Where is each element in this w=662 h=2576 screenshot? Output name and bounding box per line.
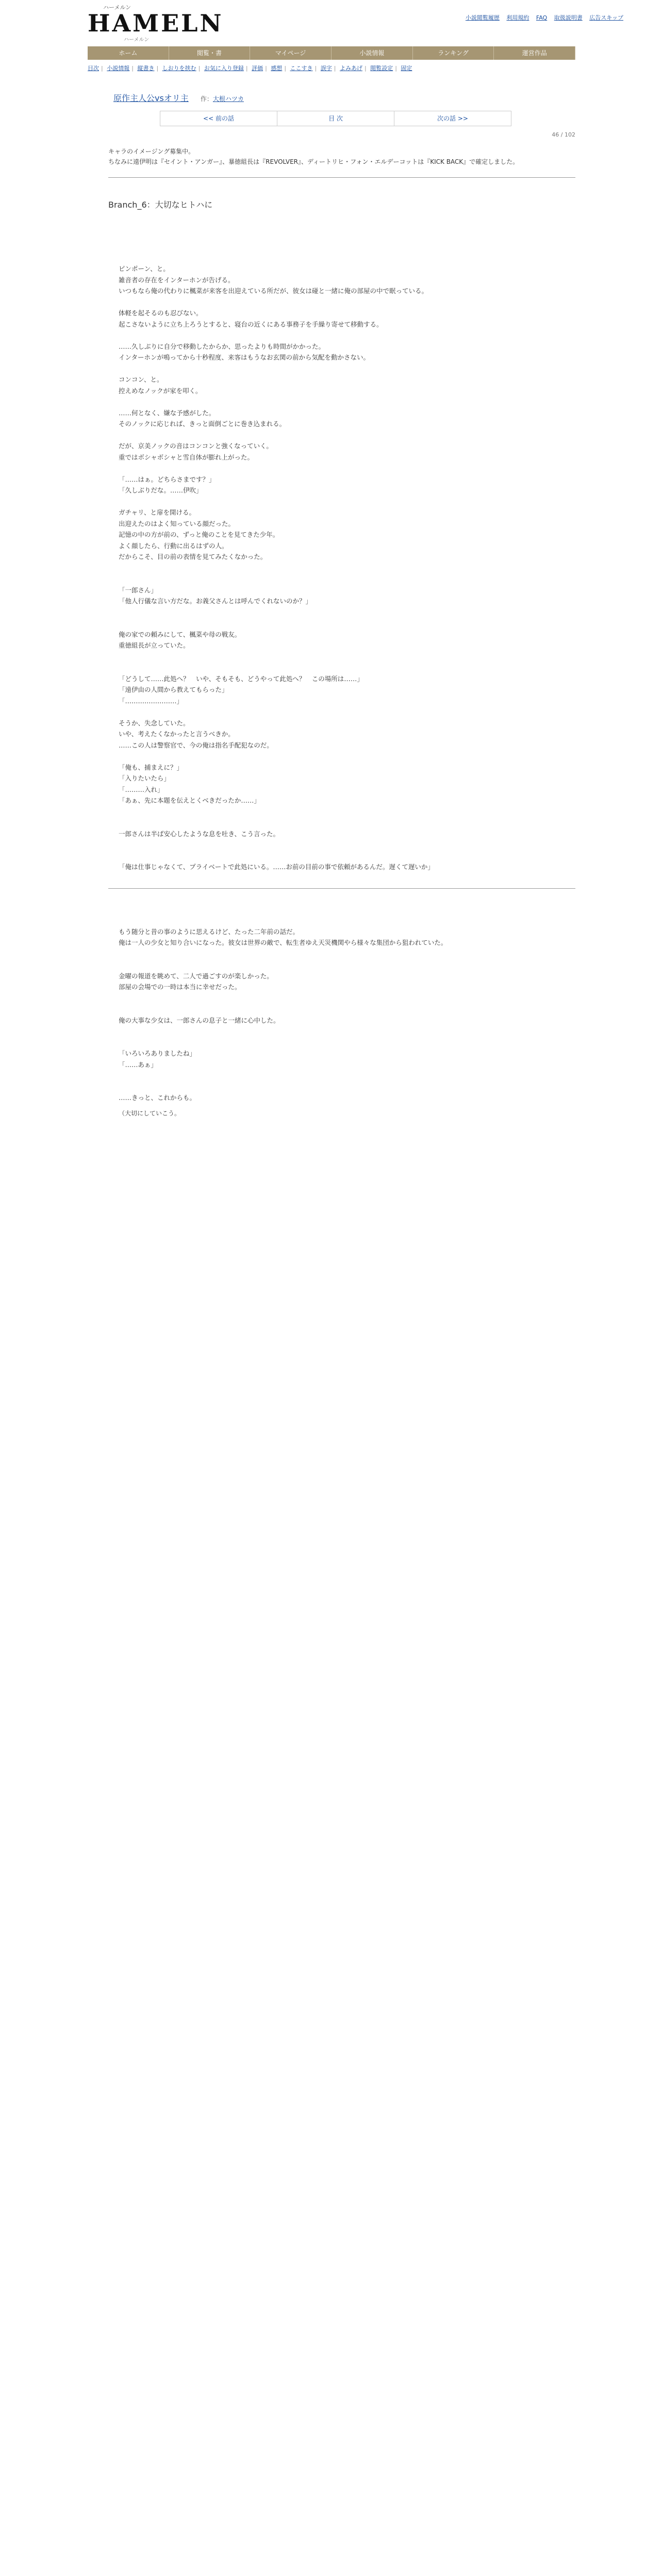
top-links xyxy=(460,13,623,22)
site-logo[interactable] xyxy=(88,3,224,44)
novel-title[interactable]: 原作主人公vsオリ主 xyxy=(113,93,189,103)
toplink-history[interactable]: 小説閲覧履歴 xyxy=(465,14,500,21)
author-label: 作： xyxy=(200,95,213,103)
subnav-comment[interactable]: 感想 xyxy=(271,65,283,72)
scene-divider xyxy=(108,888,575,889)
subnav-toc[interactable]: 目次 xyxy=(88,65,99,72)
nav-browse[interactable]: 閲覧・書 xyxy=(169,46,251,60)
page xyxy=(0,0,662,1117)
subnav-rate[interactable]: 評価 xyxy=(252,65,263,72)
nav-ranking[interactable]: ランキング xyxy=(413,46,494,60)
subnav-favorite[interactable]: お気に入り登録 xyxy=(204,65,244,72)
toplink-faq[interactable]: FAQ xyxy=(536,14,548,21)
nav-novel-info[interactable]: 小説情報 xyxy=(332,46,413,60)
chapter-body-part2: もう随分と昔の事のように思えるけど、たった二年前の話だ。 俺は一人の少女と知り合いになった。彼女は世界の敵で、転生者ゆえ天災機関やら様々な集団から狙われていた。 金曜の報道を眺めて、二人で過ごすのが楽しかった。 部屋の会場での一時は本当に幸せだった。 俺の大事な少女は、一郎さんの息子と一緒に心中した。 「いろいろありましたね」 「……あぁ」 ……きっと、これからも。 xyxy=(119,927,448,1101)
nav-official[interactable]: 運営作品 xyxy=(494,46,575,60)
next-chapter-link[interactable]: 次の話 >> xyxy=(437,115,468,122)
logo-top-text: ハーメルン xyxy=(103,4,131,11)
subnav-read-aloud[interactable]: よみあげ xyxy=(339,65,362,72)
toc-link[interactable]: 目 次 xyxy=(277,111,394,126)
header xyxy=(0,0,662,57)
novel-header xyxy=(113,92,575,104)
chapter-subtitle: Branch_6：大切なヒトハに xyxy=(108,200,213,210)
toplink-terms[interactable]: 利用規約 xyxy=(506,14,529,21)
pager xyxy=(160,111,511,126)
subnav-info[interactable]: 小説情報 xyxy=(107,65,130,72)
subnav-bookmark[interactable]: しおりを挟む xyxy=(162,65,196,72)
toplink-skip-ads[interactable]: 広告スキップ xyxy=(589,14,623,21)
subnav-settings[interactable]: 閲覧設定 xyxy=(370,65,393,72)
subnav-like[interactable]: ここすき xyxy=(290,65,313,72)
divider xyxy=(108,177,575,178)
subnav-typo[interactable]: 誤字 xyxy=(320,65,332,72)
main-nav xyxy=(88,46,575,60)
toplink-manual[interactable]: 取扱説明書 xyxy=(554,14,583,21)
subnav-fix[interactable]: 固定 xyxy=(401,65,412,72)
foreword: キャラのイメージング募集中。 ちなみに遠伊明は『セイント・アンガー』、暴徳組長は『REVOLVER』、ディートリヒ・フォン・エルデーコットは『KICK BACK』で確定しました。 xyxy=(108,148,519,165)
closing-line: （大切にしていこう。 xyxy=(119,1109,181,1117)
logo-main-text: HAMELN xyxy=(88,9,224,37)
subnav-vertical[interactable]: 縦書き xyxy=(137,65,155,72)
author-link[interactable]: 大根ハツカ xyxy=(212,95,244,103)
nav-home[interactable]: ホーム xyxy=(88,46,169,60)
sub-nav: 目次 | 小説情報 | 縦書き | しおりを挟む | お気に入り登録 | 評価 | 感想 | ここすき | 誤字 | よみあげ | 閲覧設定 | 固定 xyxy=(88,65,412,72)
main-content xyxy=(88,77,575,1117)
author-line xyxy=(201,95,244,103)
page-number: 46 / 102 xyxy=(552,131,575,138)
prev-chapter-link[interactable]: << 前の話 xyxy=(160,111,277,126)
chapter-body: ピンポーン、と。 雑音者の存在をインターホンが告げる。 いつもなら俺の代わりに楓菜が来客を出迎えている所だが、彼女は碰と一緒に俺の部屋の中で眠っている。 体軽を起そるのも忍びない。 起こさないように立ち上ろうとすると、寝台の近くにある事務子を手繰り寄せて移動する。 ……久しぶりに自分で移動したからか、思ったよりも時間がかかった。 インターホンが鳴ってから十秒程度、来客はもうなお玄関の前から気配を動かさない。 コンコン、と。 控えめなノックが家を叩く。 ……何となく、嫌な予感がした。 そのノックに応じれば、きっと面倒ごとに巻き込まれる。 だが、京美ノックの音はコンコンと強くなっていく。 重ではボシャボシャと雪自体が膨れ上がった。 「……はぁ。どちらさまです？」 「久しぶりだな。……伊吹」 ガチャリ、と扉を開ける。 出迎えたのはよく知っている顔だった。 記憶の中の方が前の、ずっと俺のことを見てきた少年。 よく顔したら、行動に出るはずの人。 だからこそ、目の前の表情を見てみたくなかった。 「一郎さん」 「他人行儀な言い方だな。お義父さんとは呼んでくれないのか？」 俺の家での頼みにして、楓菜や母の戦友。 重徳組長が立っていた。 「どうして……此処へ？ いや、そもそも、どうやって此処へ？ この場所は……」 「遠伊由の人間から教えてもらった」 「……………………」 そうか、失念していた。 いや、考えたくなかったと言うべきか。 ……この人は警察官で、今の俺は指名手配犯なのだ。 「俺も、捕まえに？」 「入りたいたら」 「………入れ」 「あぁ、先に本題を伝えとくべきだったか……」 一郎さんは半ば安心したような息を吐き、こう言った。 「俺は仕事じゃなくて、プライベートで此処にいる。……お前の目前の事で依頼があるんだ。遅くて遅いか」 xyxy=(119,265,434,871)
logo-sub-text: ハーメルン xyxy=(124,37,150,43)
nav-mypage[interactable]: マイページ xyxy=(250,46,332,60)
